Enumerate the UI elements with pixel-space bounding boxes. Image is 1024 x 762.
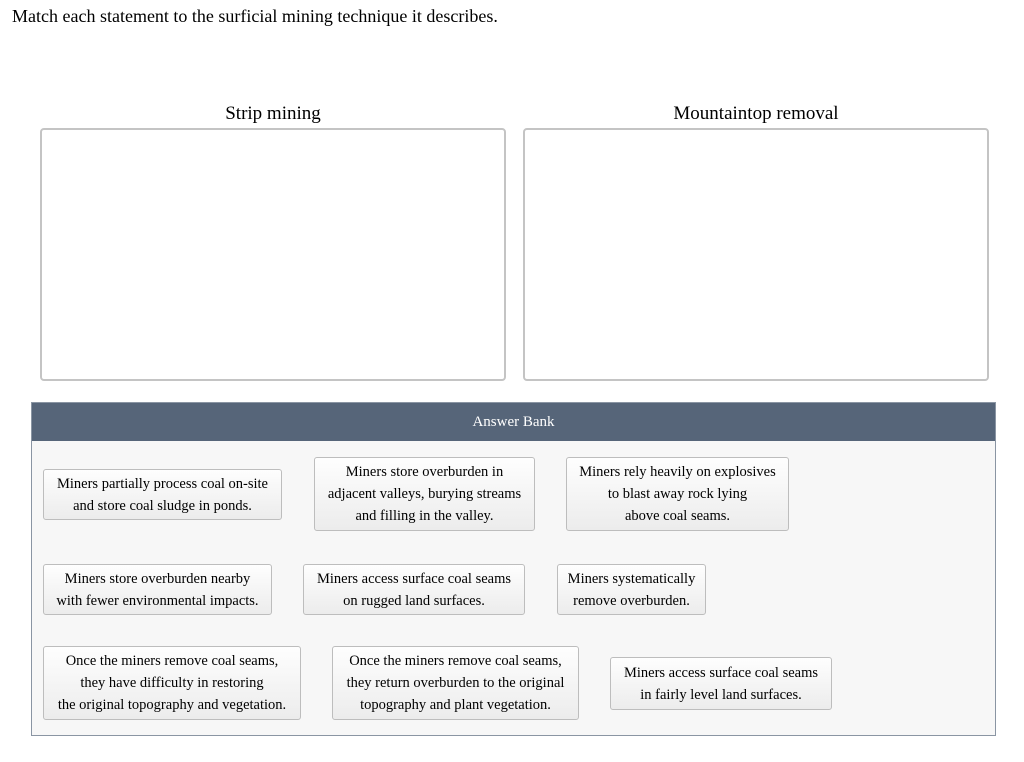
- answer-chip[interactable]: Miners rely heavily on explosives to blast away rock lying above coal seams.: [566, 457, 789, 531]
- instruction-text: Match each statement to the surficial mining technique it describes.: [12, 6, 498, 26]
- answer-bank: [31, 402, 996, 736]
- strip-mining-title: Strip mining: [225, 103, 321, 124]
- answer-chip[interactable]: Once the miners remove coal seams, they have difficulty in restoring the original topography and vegetation.: [43, 646, 301, 720]
- answer-chip[interactable]: Miners access surface coal seams in fairly level land surfaces.: [610, 657, 832, 710]
- answer-chip[interactable]: Miners systematically remove overburden.: [557, 564, 706, 615]
- mountaintop-removal-dropzone[interactable]: [523, 128, 989, 381]
- answer-chip[interactable]: Miners access surface coal seams on rugged land surfaces.: [303, 564, 525, 615]
- answer-chip[interactable]: Miners partially process coal on-site and store coal sludge in ponds.: [43, 469, 282, 520]
- mountaintop-removal-title: Mountaintop removal: [673, 103, 839, 124]
- answer-bank-header: Answer Bank: [32, 403, 995, 441]
- answer-chip[interactable]: Miners store overburden nearby with fewer environmental impacts.: [43, 564, 272, 615]
- answer-chip[interactable]: Once the miners remove coal seams, they return overburden to the original topography and plant vegetation.: [332, 646, 579, 720]
- strip-mining-dropzone[interactable]: [40, 128, 506, 381]
- answer-chip[interactable]: Miners store overburden in adjacent valleys, burying streams and filling in the valley.: [314, 457, 535, 531]
